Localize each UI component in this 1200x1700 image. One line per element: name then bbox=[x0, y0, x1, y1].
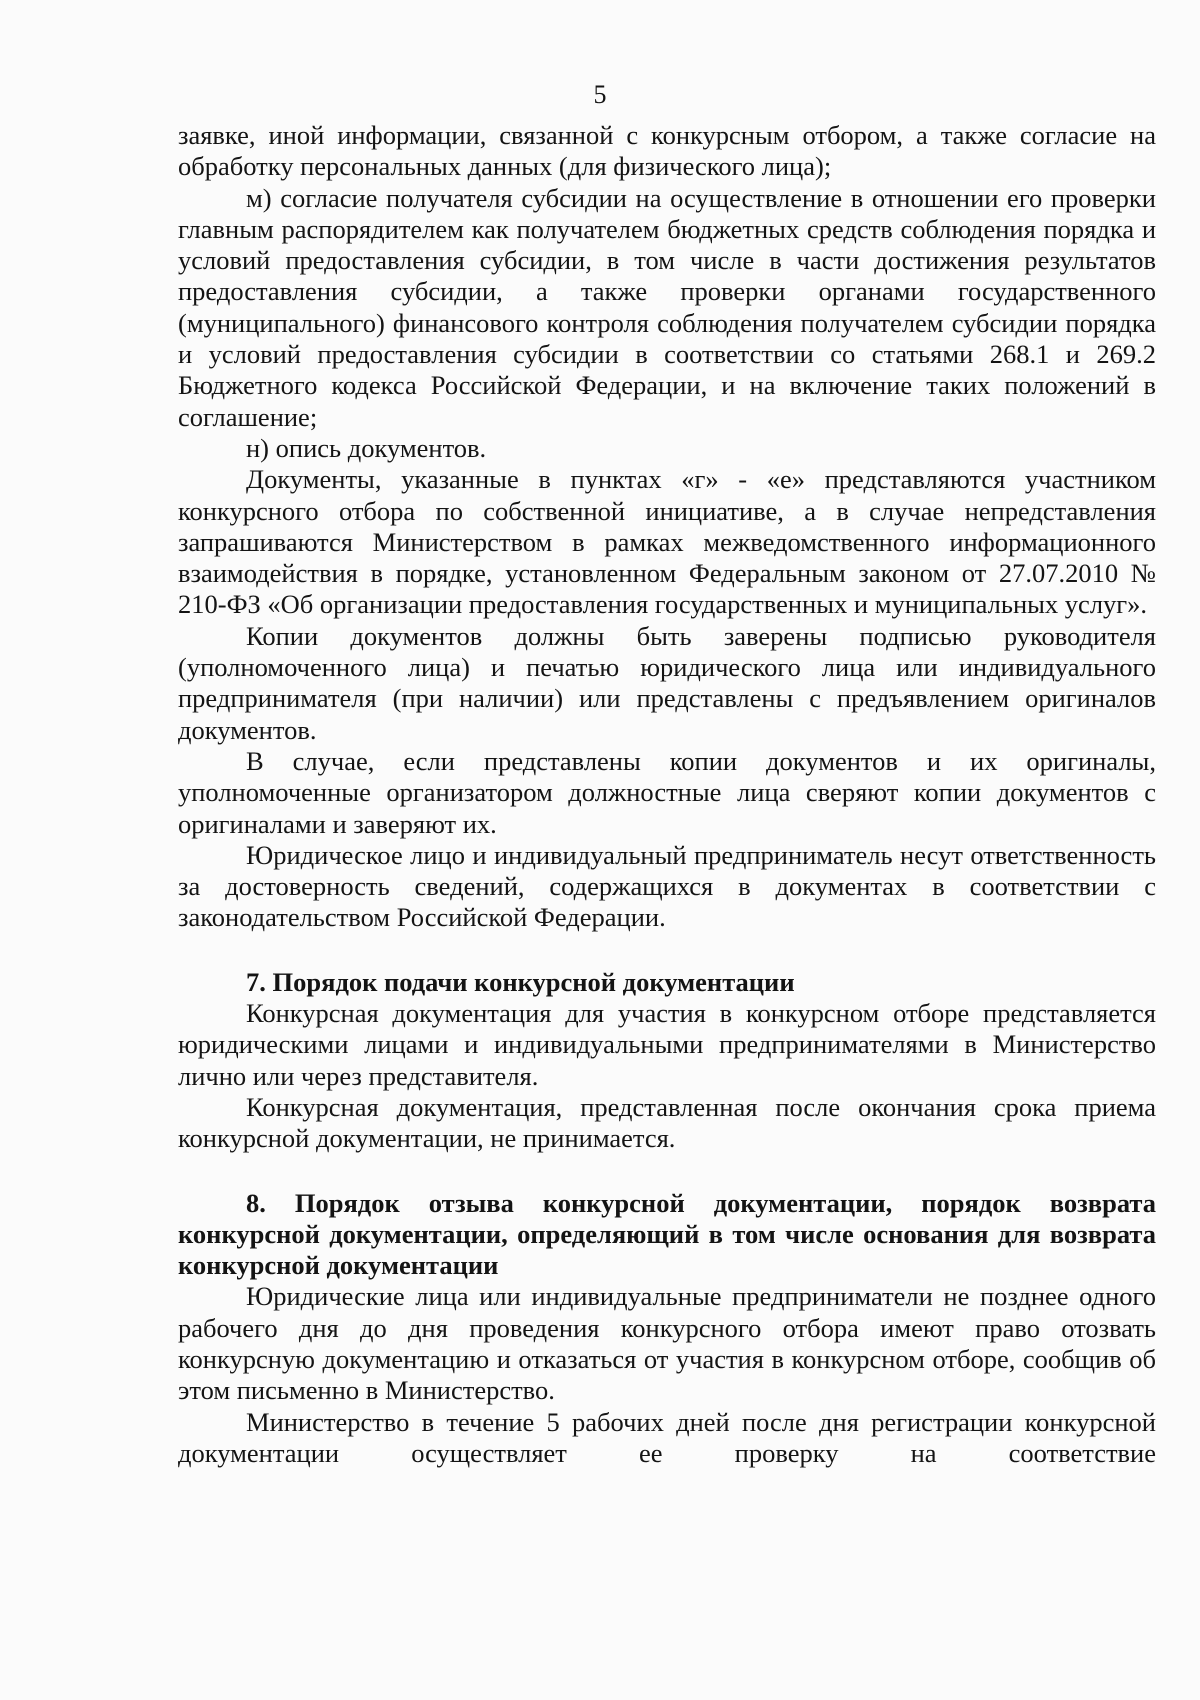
page-number: 5 bbox=[593, 80, 607, 109]
section-heading: 7. Порядок подачи конкурсной документации bbox=[246, 966, 795, 997]
paragraph: Копии документов должны быть заверены подписью руководителя (уполномоченного лица) и печатью юридического лица или индивидуального предпринимателя (при наличии) или представлены с предъявлением оригиналов документов. bbox=[178, 620, 1156, 745]
paragraph: Конкурсная документация, представленная после окончания срока приема конкурсной документации, не принимается. bbox=[178, 1091, 1156, 1154]
paragraph: Конкурсная документация для участия в конкурсном отборе представляется юридическими лицами и индивидуальными предпринимателями в Министерство лично или через представителя. bbox=[178, 998, 1156, 1091]
section-gap bbox=[178, 1155, 1156, 1188]
paragraph: заявке, иной информации, связанной с конкурсным отбором, а также согласие на обработку персональных данных (для физического лица); bbox=[178, 120, 1156, 182]
paragraph: Юридическое лицо и индивидуальный предприниматель несут ответственность за достоверность сведений, содержащихся в документах в соответствии с законодательством Российской Федерации. bbox=[178, 839, 1156, 933]
paragraph: м) согласие получателя субсидии на осуществление в отношении его проверки главным распорядителем как получателем бюджетных средств соблюдения порядка и условий предоставления субсидии, в том числе в части достижения результатов предоставления субсидии, а также проверки органами государственного (муниципального) финансового контроля соблюдения получателем субсидии порядка и условий предоставления субсидии в соответствии со статьями 268.1 и 269.2 Бюджетного кодекса Российской Федерации, и на включение таких положений в соглашение; bbox=[178, 182, 1156, 432]
paragraph: Документы, указанные в пунктах «г» - «е» представляются участником конкурсного отбора по собственной инициативе, а в случае непредставления запрашиваются Министерством в рамках межведомственного информационного взаимодействия в порядке, установленном Федеральным законом от 27.07.2010 № 210-ФЗ «Об организации предоставления государственных и муниципальных услуг». bbox=[178, 464, 1156, 620]
section-gap bbox=[178, 934, 1156, 967]
section-heading: 8. Порядок отзыва конкурсной документации, порядок возврата конкурсной документации, определяющий в том числе основания для возврата конкурсной документации bbox=[178, 1187, 1156, 1281]
paragraph: н) опись документов. bbox=[246, 432, 487, 463]
paragraph: Министерство в течение 5 рабочих дней после дня регистрации конкурсной документации осуществляет ее проверку на соответствие bbox=[178, 1406, 1156, 1468]
paragraph: В случае, если представлены копии документов и их оригиналы, уполномоченные организатором должностные лица сверяют копии документов с оригиналами и заверяют их. bbox=[178, 745, 1156, 839]
document-body bbox=[178, 120, 1156, 1469]
paragraph: Юридические лица или индивидуальные предприниматели не позднее одного рабочего дня до дня проведения конкурсного отбора имеют право отозвать конкурсную документацию и отказаться от участия в конкурсном отборе, сообщив об этом письменно в Министерство. bbox=[178, 1281, 1156, 1406]
